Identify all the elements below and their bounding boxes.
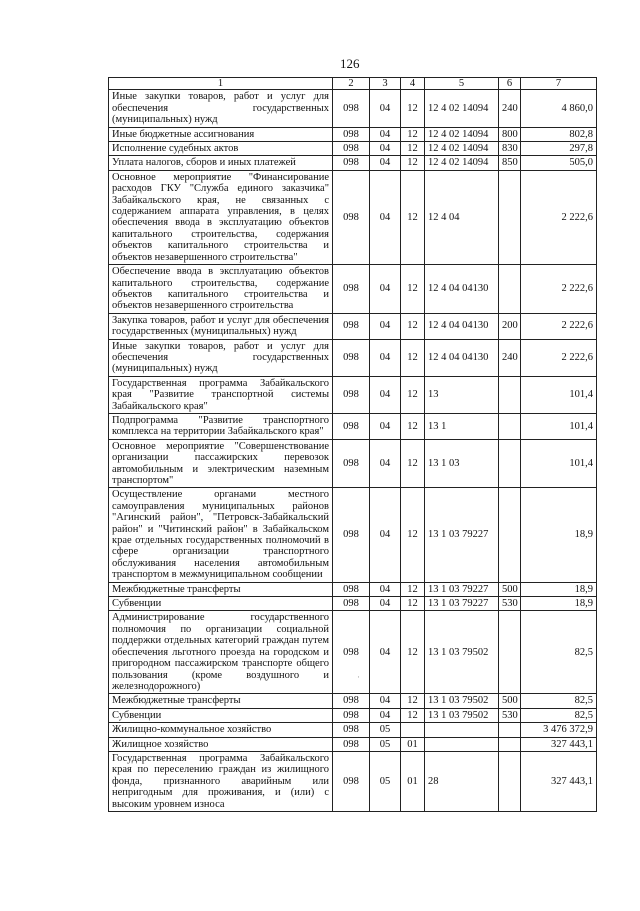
row-target-article-cell: 12 4 04 04130 <box>425 339 499 376</box>
table-row <box>109 170 597 264</box>
row-name-cell: Государственная программа Забайкальского края по переселению граждан из жилищного фонда, признанного аварийным или непригодным для проживания, и (или) с высоким уровнем износа <box>109 751 333 811</box>
row-amount-cell: 297,8 <box>521 142 597 156</box>
row-subsection-cell: 12 <box>401 708 425 722</box>
row-target-article-cell: 13 1 03 79502 <box>425 708 499 722</box>
row-subsection-cell: 01 <box>401 751 425 811</box>
row-section-cell: 05 <box>370 751 401 811</box>
header-col-3: 3 <box>370 78 401 90</box>
row-subsection-cell: 12 <box>401 413 425 439</box>
row-section-cell: 04 <box>370 156 401 170</box>
row-expense-type-cell <box>499 376 521 413</box>
row-name-cell: Жилищное хозяйство <box>109 737 333 751</box>
header-col-1: 1 <box>109 78 333 90</box>
row-subsection-cell: 12 <box>401 488 425 582</box>
table-row <box>109 376 597 413</box>
row-amount-cell: 3 476 372,9 <box>521 723 597 737</box>
row-section-cell: 04 <box>370 708 401 722</box>
row-amount-cell: 82,5 <box>521 611 597 694</box>
row-section-cell: 04 <box>370 90 401 127</box>
row-expense-type-cell: 830 <box>499 142 521 156</box>
row-admin-code-cell: 098 <box>333 611 370 694</box>
row-admin-code-cell: 098 <box>333 142 370 156</box>
row-subsection-cell: 12 <box>401 90 425 127</box>
row-target-article-cell: 12 4 04 04130 <box>425 265 499 314</box>
row-expense-type-cell: 500 <box>499 582 521 596</box>
row-expense-type-cell: 530 <box>499 708 521 722</box>
row-section-cell: 05 <box>370 737 401 751</box>
row-admin-code-cell: 098 <box>333 156 370 170</box>
row-expense-type-cell: 500 <box>499 694 521 708</box>
row-name-cell: Основное мероприятие "Совершенствование организации пассажирских перевозок автомобильным и электрическим наземным транспортом" <box>109 439 333 488</box>
row-expense-type-cell <box>499 265 521 314</box>
row-expense-type-cell: 800 <box>499 127 521 141</box>
row-expense-type-cell <box>499 611 521 694</box>
row-name-cell: Жилищно-коммунальное хозяйство <box>109 723 333 737</box>
row-section-cell: 04 <box>370 265 401 314</box>
row-target-article-cell: 12 4 04 <box>425 170 499 264</box>
row-admin-code-cell: 098 <box>333 376 370 413</box>
row-subsection-cell <box>401 723 425 737</box>
row-amount-cell: 2 222,6 <box>521 313 597 339</box>
table-row <box>109 413 597 439</box>
row-target-article-cell: 13 1 <box>425 413 499 439</box>
table-row <box>109 265 597 314</box>
row-subsection-cell: 01 <box>401 737 425 751</box>
row-section-cell: 04 <box>370 339 401 376</box>
row-expense-type-cell: 240 <box>499 339 521 376</box>
row-admin-code-cell: 098 <box>333 582 370 596</box>
row-amount-cell: 82,5 <box>521 708 597 722</box>
row-section-cell: 04 <box>370 313 401 339</box>
table-row <box>109 156 597 170</box>
row-admin-code-cell: 098 <box>333 90 370 127</box>
row-name-cell: Закупка товаров, работ и услуг для обеспечения государственных (муниципальных) нужд <box>109 313 333 339</box>
row-amount-cell: 2 222,6 <box>521 170 597 264</box>
row-section-cell: 04 <box>370 694 401 708</box>
row-name-cell: Осуществление органами местного самоуправления муниципальных районов "Агинский район", "Петровск-Забайкальский район" и "Читинский район" в Забайкальском крае отдельных государственных полномочий в сфере организации транспортного обслуживания населения автомобильным транспортом в межмуниципальном сообщении <box>109 488 333 582</box>
row-amount-cell: 505,0 <box>521 156 597 170</box>
row-expense-type-cell <box>499 723 521 737</box>
row-admin-code-cell: 098 <box>333 708 370 722</box>
row-subsection-cell: 12 <box>401 611 425 694</box>
row-subsection-cell: 12 <box>401 597 425 611</box>
row-name-cell: Обеспечение ввода в эксплуатацию объектов капитального строительства, содержание объектов капитального строительства и объектов незавершенного строительства <box>109 265 333 314</box>
row-expense-type-cell <box>499 737 521 751</box>
row-amount-cell: 18,9 <box>521 597 597 611</box>
table-row <box>109 751 597 811</box>
row-admin-code-cell: 098 <box>333 339 370 376</box>
row-amount-cell: 101,4 <box>521 413 597 439</box>
row-section-cell: 04 <box>370 597 401 611</box>
row-name-cell: Межбюджетные трансферты <box>109 582 333 596</box>
row-admin-code-cell: 098 <box>333 694 370 708</box>
row-subsection-cell: 12 <box>401 694 425 708</box>
row-section-cell: 04 <box>370 142 401 156</box>
row-expense-type-cell <box>499 439 521 488</box>
table-row <box>109 488 597 582</box>
row-admin-code-cell: 098 <box>333 313 370 339</box>
row-amount-cell: 82,5 <box>521 694 597 708</box>
row-expense-type-cell: 200 <box>499 313 521 339</box>
row-subsection-cell: 12 <box>401 376 425 413</box>
row-amount-cell: 101,4 <box>521 439 597 488</box>
row-section-cell: 04 <box>370 439 401 488</box>
row-name-cell: Исполнение судебных актов <box>109 142 333 156</box>
table-row <box>109 142 597 156</box>
row-section-cell: 04 <box>370 376 401 413</box>
row-target-article-cell: 13 1 03 <box>425 439 499 488</box>
row-amount-cell: 101,4 <box>521 376 597 413</box>
row-section-cell: 04 <box>370 488 401 582</box>
budget-table <box>108 77 597 812</box>
row-target-article-cell: 12 4 02 14094 <box>425 90 499 127</box>
header-col-4: 4 <box>401 78 425 90</box>
row-subsection-cell: 12 <box>401 313 425 339</box>
row-subsection-cell: 12 <box>401 439 425 488</box>
row-expense-type-cell <box>499 413 521 439</box>
row-subsection-cell: 12 <box>401 142 425 156</box>
row-amount-cell: 802,8 <box>521 127 597 141</box>
row-name-cell: Субвенции <box>109 708 333 722</box>
row-target-article-cell: 13 1 03 79502 <box>425 694 499 708</box>
row-amount-cell: 2 222,6 <box>521 339 597 376</box>
row-target-article-cell <box>425 723 499 737</box>
row-expense-type-cell <box>499 751 521 811</box>
row-subsection-cell: 12 <box>401 127 425 141</box>
row-name-cell: Межбюджетные трансферты <box>109 694 333 708</box>
row-target-article-cell: 12 4 02 14094 <box>425 127 499 141</box>
row-admin-code-cell: 098 <box>333 265 370 314</box>
table-row <box>109 313 597 339</box>
row-target-article-cell <box>425 737 499 751</box>
scan-artifact-mark: · <box>357 672 360 682</box>
row-target-article-cell: 12 4 04 04130 <box>425 313 499 339</box>
row-admin-code-cell: 098 <box>333 170 370 264</box>
table-row <box>109 708 597 722</box>
header-col-2: 2 <box>333 78 370 90</box>
row-target-article-cell: 13 1 03 79227 <box>425 488 499 582</box>
table-row <box>109 597 597 611</box>
row-admin-code-cell: 098 <box>333 413 370 439</box>
table-row <box>109 723 597 737</box>
row-section-cell: 04 <box>370 170 401 264</box>
table-row <box>109 439 597 488</box>
row-amount-cell: 18,9 <box>521 488 597 582</box>
row-expense-type-cell <box>499 170 521 264</box>
row-amount-cell: 18,9 <box>521 582 597 596</box>
row-target-article-cell: 13 1 03 79227 <box>425 597 499 611</box>
header-col-7: 7 <box>521 78 597 90</box>
row-target-article-cell: 12 4 02 14094 <box>425 142 499 156</box>
table-row <box>109 737 597 751</box>
table-row <box>109 694 597 708</box>
row-name-cell: Подпрограмма "Развитие транспортного комплекса на территории Забайкальского края" <box>109 413 333 439</box>
row-section-cell: 04 <box>370 413 401 439</box>
row-name-cell: Основное мероприятие "Финансирование расходов ГКУ "Служба единого заказчика" Забайкальского края, не связанных с содержанием аппарата управления, в целях обеспечения ввода в эксплуатацию объектов капитального строительства, содержания объектов капитального строительства и объектов незавершенного строительства" <box>109 170 333 264</box>
row-section-cell: 04 <box>370 582 401 596</box>
row-subsection-cell: 12 <box>401 265 425 314</box>
row-admin-code-cell: 098 <box>333 597 370 611</box>
table-row <box>109 339 597 376</box>
table-row <box>109 127 597 141</box>
row-expense-type-cell <box>499 488 521 582</box>
page-number: 126 <box>340 56 360 71</box>
row-subsection-cell: 12 <box>401 156 425 170</box>
row-subsection-cell: 12 <box>401 582 425 596</box>
row-admin-code-cell: 098 <box>333 751 370 811</box>
row-name-cell: Субвенции <box>109 597 333 611</box>
table-row <box>109 611 597 694</box>
row-name-cell: Иные закупки товаров, работ и услуг для обеспечения государственных (муниципальных) нужд <box>109 90 333 127</box>
row-section-cell: 04 <box>370 611 401 694</box>
row-subsection-cell: 12 <box>401 170 425 264</box>
table-row <box>109 90 597 127</box>
row-expense-type-cell: 530 <box>499 597 521 611</box>
row-name-cell: Государственная программа Забайкальского края "Развитие транспортной системы Забайкальского края" <box>109 376 333 413</box>
row-admin-code-cell: 098 <box>333 737 370 751</box>
row-admin-code-cell: 098 <box>333 723 370 737</box>
row-name-cell: Иные бюджетные ассигнования <box>109 127 333 141</box>
row-amount-cell: 327 443,1 <box>521 737 597 751</box>
row-amount-cell: 327 443,1 <box>521 751 597 811</box>
row-target-article-cell: 13 <box>425 376 499 413</box>
row-admin-code-cell: 098 <box>333 127 370 141</box>
row-expense-type-cell: 240 <box>499 90 521 127</box>
row-subsection-cell: 12 <box>401 339 425 376</box>
row-target-article-cell: 13 1 03 79227 <box>425 582 499 596</box>
row-section-cell: 05 <box>370 723 401 737</box>
row-name-cell: Иные закупки товаров, работ и услуг для обеспечения государственных (муниципальных) нужд <box>109 339 333 376</box>
row-admin-code-cell: 098 <box>333 439 370 488</box>
row-name-cell: Уплата налогов, сборов и иных платежей <box>109 156 333 170</box>
row-target-article-cell: 12 4 02 14094 <box>425 156 499 170</box>
row-section-cell: 04 <box>370 127 401 141</box>
row-target-article-cell: 13 1 03 79502 <box>425 611 499 694</box>
table-row <box>109 582 597 596</box>
row-target-article-cell: 28 <box>425 751 499 811</box>
row-admin-code-cell: 098 <box>333 488 370 582</box>
header-col-6: 6 <box>499 78 521 90</box>
row-amount-cell: 4 860,0 <box>521 90 597 127</box>
row-name-cell: Администрирование государственного полномочия по организации социальной поддержки отдельных категорий граждан путем обеспечения льготного проезда на городском и пригородном пассажирском транспорте общего пользования (кроме воздушного и железнодорожного) <box>109 611 333 694</box>
header-col-5: 5 <box>425 78 499 90</box>
row-amount-cell: 2 222,6 <box>521 265 597 314</box>
row-expense-type-cell: 850 <box>499 156 521 170</box>
table-header-row <box>109 78 597 90</box>
